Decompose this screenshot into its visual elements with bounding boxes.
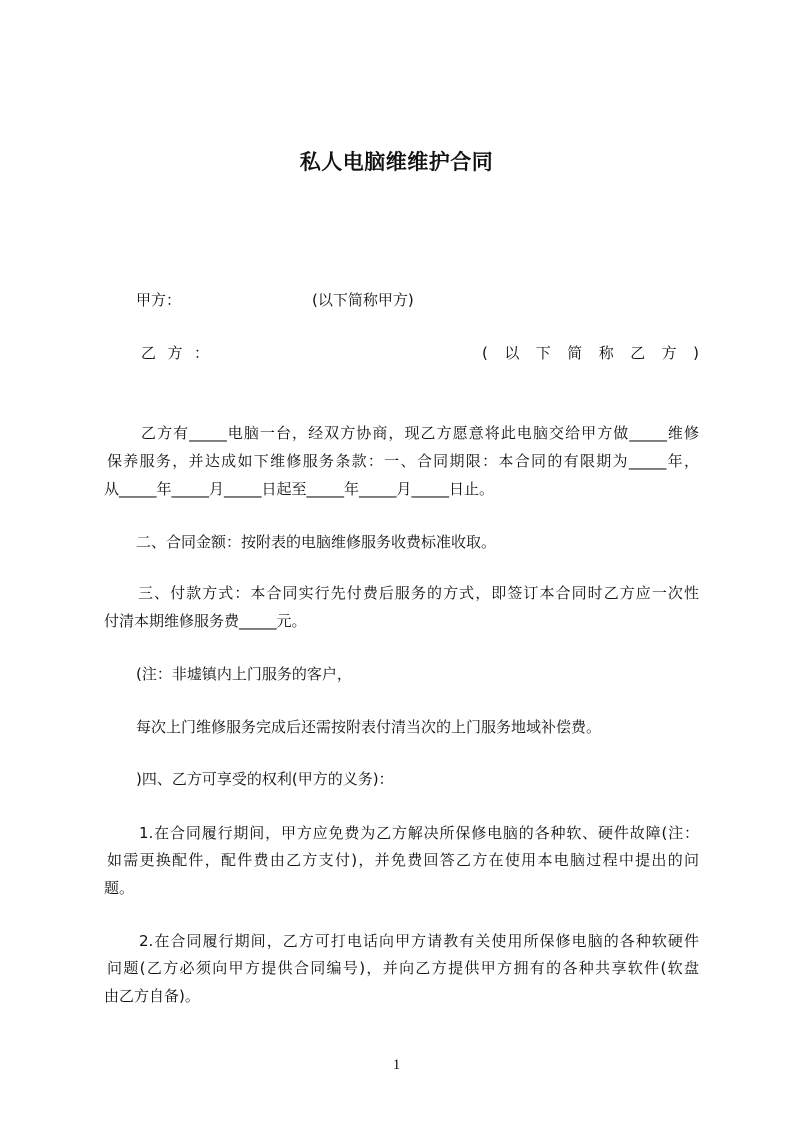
paragraph-line: 问题(乙方必须向甲方提供合同编号)，并向乙方提供甲方拥有的各种共享软件(软盘 [107,959,699,977]
paragraph-line: 2.在合同履行期间，乙方可打电话向甲方请教有关使用所保修电脑的各种软硬件 [139,932,699,950]
party-b-label: 乙 方 ： [141,344,209,362]
party-a-note: (以下简称甲方) [312,291,414,309]
paragraph-line: 由乙方自备)。 [104,987,200,1005]
paragraph-line: 题。 [104,879,135,897]
document-title: 私人电脑维维护合同 [299,150,494,174]
paragraph-line: 三、付款方式：本合同实行先付费后服务的方式，即签订本合同时乙方应一次性 [138,584,699,602]
party-b-note: ( 以 下 简 称 乙 方 ) [482,344,699,362]
party-a-line [136,293,536,308]
paragraph-line: 付清本期维修服务费_____元。 [104,612,307,630]
paragraph-line: 1.在合同履行期间，甲方应免费为乙方解决所保修电脑的各种软、硬件故障(注： [139,824,699,842]
paragraph-line: )四、乙方可享受的权利(甲方的义务)： [136,770,394,788]
party-a-label: 甲方： [136,291,182,309]
paragraph-line: (注：非墟镇内上门服务的客户， [136,665,352,683]
paragraph-line: 乙方有_____电脑一台，经双方协商，现乙方愿意将此电脑交给甲方做_____维修 [141,424,699,442]
page-number: 1 [392,1057,401,1073]
paragraph-line: 从_____年_____月_____日起至_____年_____月_____日止。 [104,480,495,498]
paragraph-line: 每次上门维修服务完成后还需按附表付清当次的上门服务地域补偿费。 [136,718,602,736]
paragraph-line: 保养服务，并达成如下维修服务条款：一、合同期限：本合同的有限期为_____年， [107,452,699,470]
paragraph-line: 二、合同金额：按附表的电脑维修服务收费标准收取。 [136,533,497,551]
paragraph-line: 如需更换配件，配件费由乙方支付)，并免费回答乙方在使用本电脑过程中提出的问 [107,851,699,869]
